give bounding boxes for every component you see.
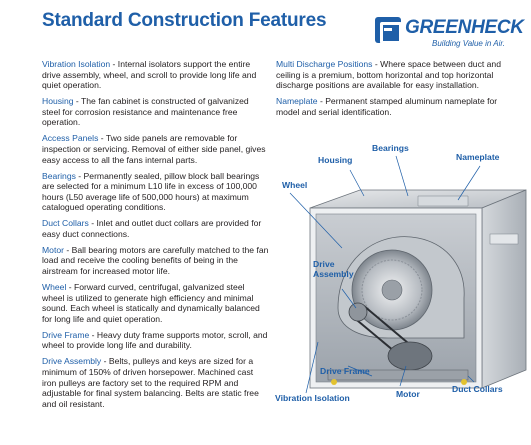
feature-bearings xyxy=(42,171,269,213)
feature-text: - Two side panels are removable for inspection or servicing. Removal of either side panel, gives easy access to all the fans internal parts. xyxy=(42,133,266,165)
label-housing: Housing xyxy=(318,155,353,165)
feature-wheel xyxy=(42,282,269,324)
feature-text: - Belts, pulleys and keys are sized for a minimum of 150% of driven horsepower. Machined cast iron pulleys are factory set to the required RPM and adjustable for final system balancing. Belts are static free and oil resistant. xyxy=(42,356,259,409)
feature-drive-assembly xyxy=(42,356,269,409)
feature-title: Duct Collars xyxy=(42,218,89,229)
label-motor: Motor xyxy=(396,389,420,399)
label-vibration-isolation: Vibration Isolation xyxy=(275,393,350,403)
feature-title: Drive Frame xyxy=(42,329,90,340)
label-drive-assembly-line2: Assembly xyxy=(313,269,354,279)
fan-diagram xyxy=(268,138,531,445)
feature-title: Vibration Isolation xyxy=(42,59,111,69)
feature-multi-discharge xyxy=(276,59,501,91)
feature-text: - Forward curved, centrifugal, galvanized steel wheel is utilized to generate high efficiency and minimal sound. Each wheel is statically and dynamically balanced for long life and quiet operation. xyxy=(42,282,260,324)
greenheck-logo-icon xyxy=(375,17,401,43)
greenheck-logo xyxy=(375,15,525,49)
features-right-column xyxy=(276,59,501,123)
label-bearings: Bearings xyxy=(372,143,409,153)
feature-title: Wheel xyxy=(42,282,67,293)
label-duct-collars: Duct Collars xyxy=(452,384,503,394)
label-wheel: Wheel xyxy=(282,180,308,190)
feature-text: - Permanent stamped aluminum nameplate for model and serial identification. xyxy=(276,96,498,117)
feature-text: - The fan cabinet is constructed of galvanized steel for corrosion resistance and maintenance free operation. xyxy=(42,96,249,128)
label-drive-assembly-line1: Drive xyxy=(313,259,335,269)
feature-title: Drive Assembly xyxy=(42,356,102,367)
feature-drive-frame xyxy=(42,330,269,351)
feature-text: - Permanently sealed, pillow block ball bearings are selected for a minimum L10 life in excess of 100,000 hours (L50 average life of 500,000 hours) at maximum catalogued operating conditions. xyxy=(42,170,260,213)
feature-title: Housing xyxy=(42,96,74,107)
feature-text: - Internal isolators support the entire drive assembly, wheel, and scroll to provide long life and quiet operation. xyxy=(42,59,257,91)
feature-text: - Ball bearing motors are carefully matched to the fan load and receive the cooling benefits of being in the airstream for increased motor life. xyxy=(42,244,269,277)
feature-text: - Where space between duct and ceiling is a premium, bottom horizontal and top horizontal discharge positions are available for easy installation. xyxy=(276,59,501,91)
feature-motor xyxy=(42,245,269,277)
features-left-column xyxy=(42,59,269,415)
label-nameplate: Nameplate xyxy=(456,152,500,162)
feature-text: - Heavy duty frame supports motor, scroll, and wheel to provide long life and durability. xyxy=(42,329,268,351)
feature-text: - Inlet and outlet duct collars are provided for easy duct connections. xyxy=(42,218,262,239)
feature-vibration-isolation xyxy=(42,59,269,91)
feature-housing xyxy=(42,96,269,128)
feature-title: Bearings xyxy=(42,170,76,181)
feature-title: Access Panels xyxy=(42,133,99,144)
logo-name: GREENHECK xyxy=(405,17,524,38)
label-drive-frame: Drive Frame xyxy=(320,366,370,376)
logo-tagline: Building Value in Air. xyxy=(432,39,505,48)
feature-title: Nameplate xyxy=(276,96,318,107)
page-title: Standard Construction Features xyxy=(42,10,327,31)
feature-duct-collars xyxy=(42,218,269,239)
feature-nameplate xyxy=(276,96,501,117)
feature-title: Multi Discharge Positions xyxy=(276,59,373,69)
feature-title: Motor xyxy=(42,244,64,255)
feature-access-panels xyxy=(42,133,269,165)
